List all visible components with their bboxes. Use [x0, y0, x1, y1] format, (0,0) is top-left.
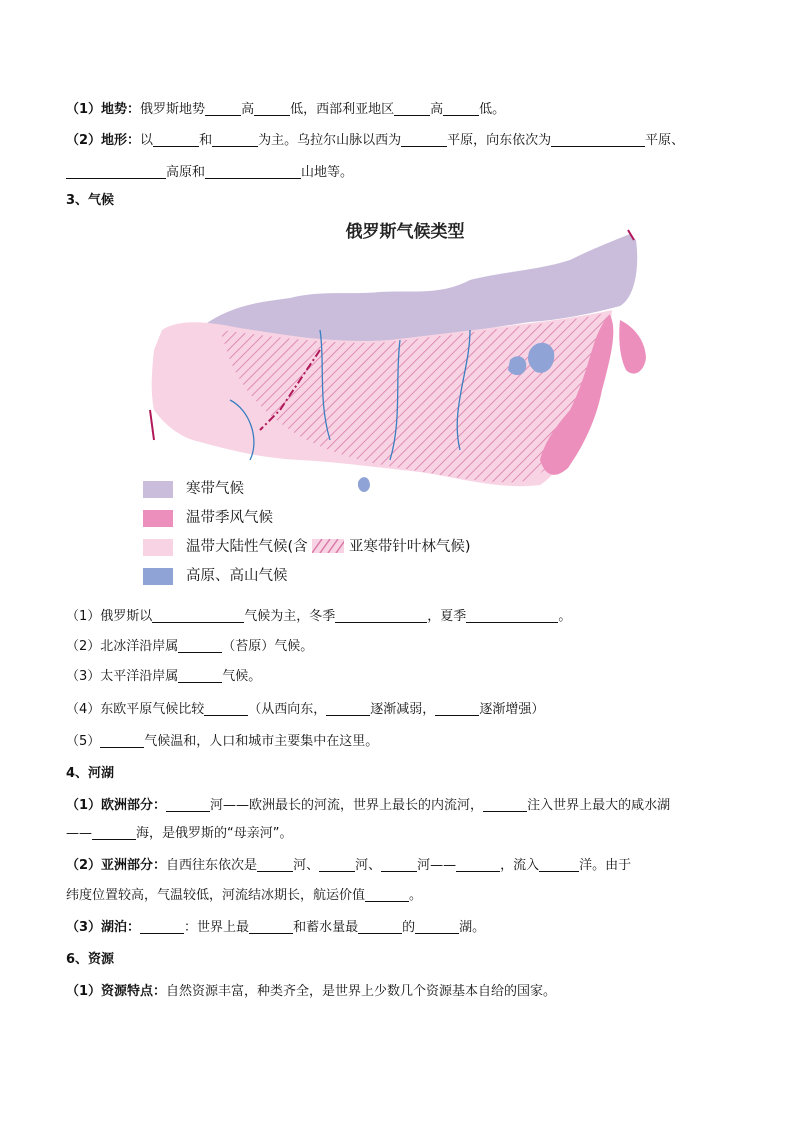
answer-blank[interactable] [153, 132, 199, 147]
answer-blank[interactable] [415, 919, 459, 934]
answer-blank[interactable] [539, 857, 579, 872]
answer-blank[interactable] [365, 887, 409, 902]
climate-question-2: （2）北冰洋沿岸属 （苔原）气候。 [66, 639, 314, 654]
climate-question-3: （3）太平洋沿岸属 气候。 [66, 669, 262, 684]
answer-blank[interactable] [66, 164, 166, 179]
europe-rivers-line-1: （1）欧洲部分： 河——欧洲最长的河流，世界上最长的内流河， 注入世界上最大的咸水湖 [66, 798, 671, 813]
section-heading-climate: 3、气候 [66, 193, 115, 208]
border-line [150, 410, 154, 440]
answer-blank[interactable] [319, 857, 355, 872]
answer-blank[interactable] [92, 825, 136, 840]
answer-blank[interactable] [443, 101, 479, 116]
answer-blank[interactable] [140, 919, 184, 934]
highland-climate-region-3 [358, 477, 370, 492]
terrain-line-1: （1）地势：俄罗斯地势 高 低，西部利亚地区 高 低。 [66, 102, 506, 117]
climate-question-4: （4）东欧平原气候比较 （从西向东， 逐渐减弱， 逐渐增强） [66, 702, 545, 717]
answer-blank[interactable] [551, 132, 645, 147]
landform-label: （2）地形： [66, 133, 141, 148]
answer-blank[interactable] [152, 608, 244, 623]
answer-blank[interactable] [456, 857, 500, 872]
section-heading-rivers: 4、河湖 [66, 766, 115, 781]
hatch-swatch [312, 539, 344, 553]
answer-blank[interactable] [100, 733, 144, 748]
legend-swatch [143, 481, 173, 498]
answer-blank[interactable] [381, 857, 417, 872]
asia-rivers-line-2: 纬度位置较高，气温较低，河流结冰期长，航运价值 。 [66, 888, 423, 903]
legend-swatch [143, 539, 173, 556]
answer-blank[interactable] [205, 164, 301, 179]
climate-question-1: （1）俄罗斯以 气候为主，冬季 ，夏季 。 [66, 609, 572, 624]
answer-blank[interactable] [257, 857, 293, 872]
lake-line: （3）湖泊： ：世界上最 和蓄水量最 的 湖。 [66, 920, 486, 935]
kamchatka-monsoon [619, 320, 646, 374]
terrain-label: （1）地势： [66, 102, 141, 117]
answer-blank[interactable] [178, 638, 222, 653]
answer-blank[interactable] [166, 797, 210, 812]
answer-blank[interactable] [205, 101, 241, 116]
map-title: 俄罗斯气候类型 [345, 222, 465, 242]
answer-blank[interactable] [254, 101, 290, 116]
europe-rivers-line-2: —— 海，是俄罗斯的“母亲河”。 [66, 826, 293, 841]
landform-line-3: 高原和 山地等。 [66, 163, 353, 183]
russia-climate-map [140, 210, 670, 520]
legend-swatch [143, 568, 173, 585]
answer-blank[interactable] [335, 608, 427, 623]
answer-blank[interactable] [483, 797, 527, 812]
landform-line-2: （2）地形：以 和 为主。乌拉尔山脉以西为 平原，向东依次为 平原、 [66, 133, 685, 148]
legend-swatch [143, 510, 173, 527]
answer-blank[interactable] [401, 132, 447, 147]
answer-blank[interactable] [204, 701, 248, 716]
answer-blank[interactable] [435, 701, 479, 716]
climate-question-5: （5） 气候温和，人口和城市主要集中在这里。 [66, 734, 379, 749]
asia-rivers-line-1: （2）亚洲部分：自西往东依次是 河、 河、 河—— ，流入 洋。由于 [66, 858, 632, 873]
answer-blank[interactable] [326, 701, 370, 716]
answer-blank[interactable] [358, 919, 402, 934]
answer-blank[interactable] [394, 101, 430, 116]
answer-blank[interactable] [249, 919, 293, 934]
answer-blank[interactable] [178, 668, 222, 683]
answer-blank[interactable] [466, 608, 558, 623]
section-heading-resources: 6、资源 [66, 952, 115, 967]
answer-blank[interactable] [212, 132, 258, 147]
resources-line: （1）资源特点：自然资源丰富，种类齐全，是世界上少数几个资源基本自给的国家。 [66, 984, 557, 999]
